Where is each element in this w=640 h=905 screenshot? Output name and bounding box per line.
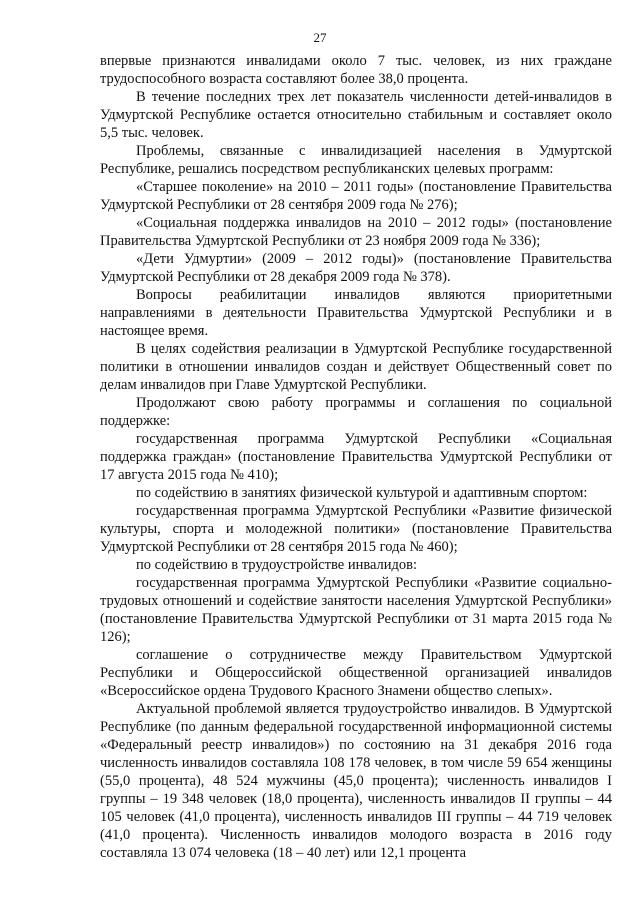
paragraph: В течение последних трех лет показатель численности детей-инвалидов в Удмуртской Республике остается относительно стабильным и составляет около 5,5 тыс. человек. [100, 89, 612, 141]
list-item: государственная программа Удмуртской Республики «Развитие социально-трудовых отношений и содействие занятости населения Удмуртской Республики» (постановление Правительства Удмуртской Республики от 31 марта 2015 года № 126); [100, 575, 612, 645]
list-item: «Старшее поколение» на 2010 – 2011 годы» (постановление Правительства Удмуртской Республики от 28 сентября 2009 года № 276); [100, 179, 612, 213]
paragraph: по содействию в трудоустройстве инвалидов: [136, 557, 418, 573]
paragraph: Актуальной проблемой является трудоустройство инвалидов. В Удмуртской Республике (по данным федеральной государственной информационной системы «Федеральный реестр инвалидов») по состоянию на 31 декабря 2016 года численность инвалидов составляла 108 178 человек, в том числе 59 654 женщины (55,0 процента), 48 524 мужчины (45,0 процента); численность инвалидов I группы – 19 348 человек (18,0 процента), численность инвалидов II группы – 44 105 человек (41,0 процента), численность инвалидов III группы – 44 719 человек (41,0 процента). Численность инвалидов молодого возраста в 2016 году составляла 13 074 человека (18 – 40 лет) или 12,1 процента [100, 701, 612, 861]
body-text [100, 52, 612, 862]
list-item: «Социальная поддержка инвалидов на 2010 – 2012 годы» (постановление Правительства Удмуртской Республики от 23 ноября 2009 года № 336); [100, 215, 612, 249]
list-item: государственная программа Удмуртской Республики «Развитие физической культуры, спорта и молодежной политики» (постановление Правительства Удмуртской Республики от 28 сентября 2015 года № 460); [100, 503, 612, 555]
paragraph: В целях содействия реализации в Удмуртской Республике государственной политики в отношении инвалидов создан и действует Общественный совет по делам инвалидов при Главе Удмуртской Республики. [100, 341, 612, 393]
paragraph: Продолжают свою работу программы и соглашения по социальной поддержке: [100, 395, 612, 429]
paragraph: Вопросы реабилитации инвалидов являются приоритетными направлениями в деятельности Правительства Удмуртской Республики и в настоящее время. [100, 287, 612, 339]
list-item: «Дети Удмуртии» (2009 – 2012 годы)» (постановление Правительства Удмуртской Республики от 28 декабря 2009 года № 378). [100, 251, 612, 285]
page-number: 27 [313, 30, 327, 45]
list-item: соглашение о сотрудничестве между Правительством Удмуртской Республики и Общероссийской общественной организацией инвалидов «Всероссийское ордена Трудового Красного Знамени общество слепых». [100, 647, 612, 699]
paragraph: Проблемы, связанные с инвалидизацией населения в Удмуртской Республике, решались посредством республиканских целевых программ: [100, 143, 612, 177]
list-item: государственная программа Удмуртской Республики «Социальная поддержка граждан» (постановление Правительства Удмуртской Республики от 17 августа 2015 года № 410); [100, 431, 612, 483]
paragraph: по содействию в занятиях физической культурой и адаптивным спортом: [136, 485, 588, 501]
paragraph: впервые признаются инвалидами около 7 тыс. человек, из них граждане трудоспособного возраста составляют более 38,0 процента. [100, 53, 612, 87]
